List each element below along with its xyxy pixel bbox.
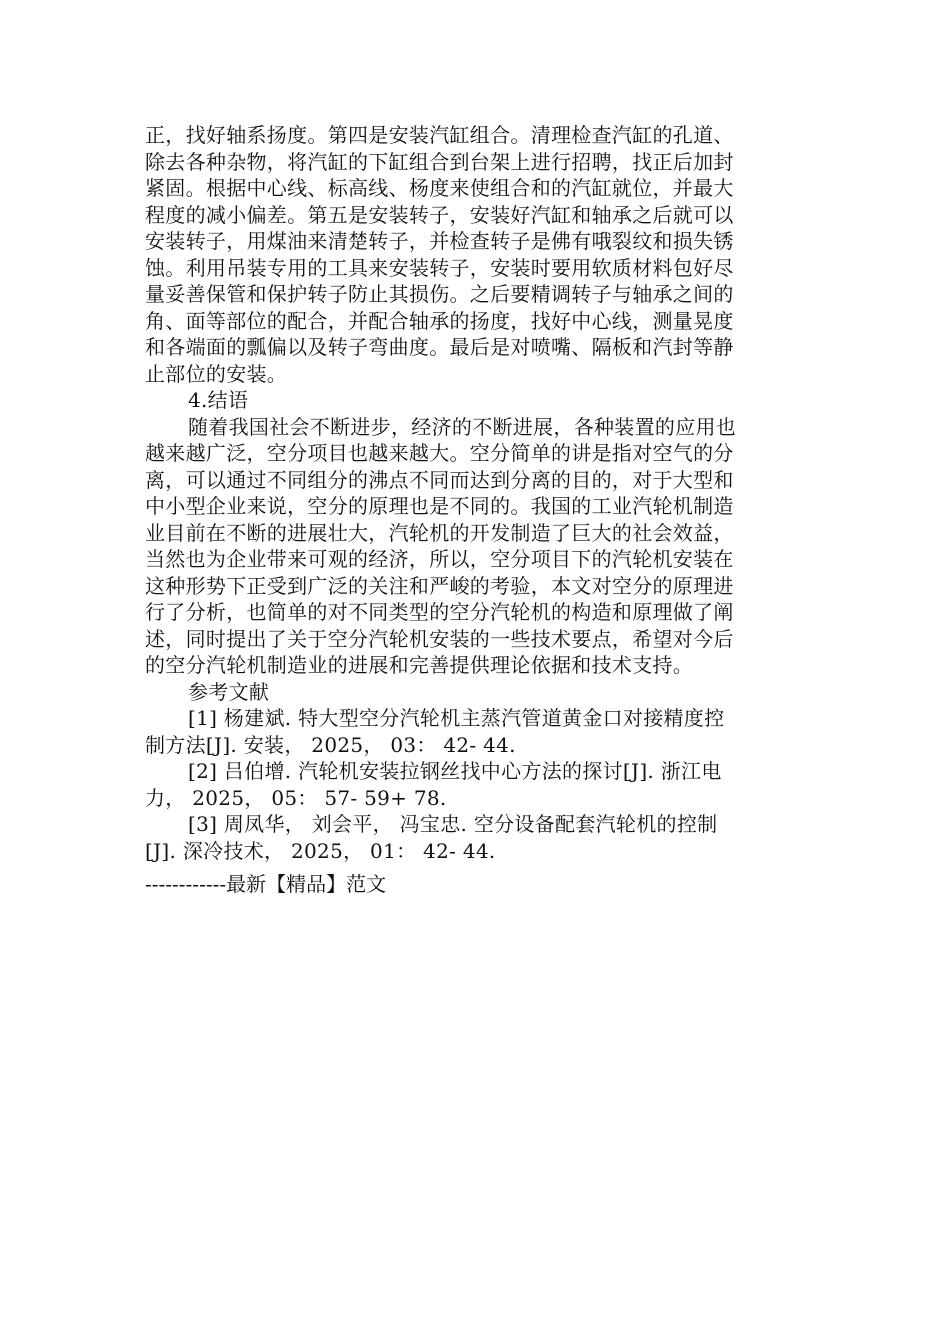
- reference-line: 力， 2025， 05： 57- 59+ 78.: [145, 785, 447, 810]
- document-body: [145, 122, 807, 864]
- body-line: 角、面等部位的配合，并配合轴承的扬度，找好中心线，测量晃度: [145, 308, 734, 333]
- conclusion-line: 中小型企业来说，空分的原理也是不同的。我国的工业汽轮机制造: [145, 494, 734, 518]
- body-line: 量妥善保管和保护转子防止其损伤。之后要精调转子与轴承之间的: [145, 282, 734, 306]
- body-line: 和各端面的瓢偏以及转子弯曲度。最后是对喷嘴、隔板和汽封等静: [145, 335, 734, 359]
- conclusion-line: 这种形势下正受到广泛的关注和严峻的考验，本文对空分的原理进: [145, 573, 734, 598]
- reference-line: [2] 吕伯增. 汽轮机安装拉钢丝找中心方法的探讨[J]. 浙江电: [188, 759, 722, 783]
- section-heading-conclusion: 4.结语: [188, 388, 249, 412]
- conclusion-line: 业目前在不断的进展壮大，汽轮机的开发制造了巨大的社会效益，: [145, 520, 734, 545]
- body-line: 止部位的安装。: [145, 361, 288, 386]
- reference-line: [J]. 深冷技术， 2025， 01： 42- 44.: [145, 838, 496, 863]
- body-line: 安装转子，用煤油来清楚转子，并检查转子是佛有哦裂纹和损失锈: [145, 229, 734, 253]
- body-line: 正，找好轴系扬度。第四是安装汽缸组合。清理检查汽缸的孔道、: [145, 123, 734, 147]
- conclusion-line: 离，可以通过不同组分的沸点不同而达到分离的目的，对于大型和: [145, 467, 734, 492]
- body-line: 除去各种杂物，将汽缸的下缸组合到台架上进行招聘，找正后加封: [145, 149, 734, 174]
- conclusion-line: 随着我国社会不断进步，经济的不断进展，各种装置的应用也: [188, 414, 737, 439]
- reference-line: [3] 周凤华， 刘会平， 冯宝忠. 空分设备配套汽轮机的控制: [188, 812, 718, 836]
- reference-line: [1] 杨建斌. 特大型空分汽轮机主蒸汽管道黄金口对接精度控: [188, 706, 725, 730]
- conclusion-line: 述，同时提出了关于空分汽轮机安装的一些技术要点，希望对今后: [145, 626, 734, 651]
- body-line: 蚀。利用吊装专用的工具来安装转子，安装时要用软质材料包好尽: [145, 255, 734, 280]
- body-line: 程度的减小偏差。第五是安装转子，安装好汽缸和轴承之后就可以: [145, 202, 734, 227]
- conclusion-line: 越来越广泛，空分项目也越来越大。空分简单的讲是指对空气的分: [145, 441, 734, 465]
- conclusion-line: 的空分汽轮机制造业的进展和完善提供理论依据和技术支持。: [145, 653, 694, 677]
- conclusion-line: 当然也为企业带来可观的经济，所以，空分项目下的汽轮机安装在: [145, 547, 734, 571]
- reference-line: 制方法[J]. 安装， 2025， 03： 42- 44.: [145, 732, 516, 757]
- body-line: 紧固。根据中心线、标高线、杨度来使组合和的汽缸就位，并最大: [145, 176, 734, 200]
- footer-text: ------------最新【精品】范文: [145, 872, 387, 896]
- conclusion-line: 行了分析，也简单的对不同类型的空分汽轮机的构造和原理做了阐: [145, 600, 734, 624]
- references-heading: 参考文献: [188, 679, 270, 704]
